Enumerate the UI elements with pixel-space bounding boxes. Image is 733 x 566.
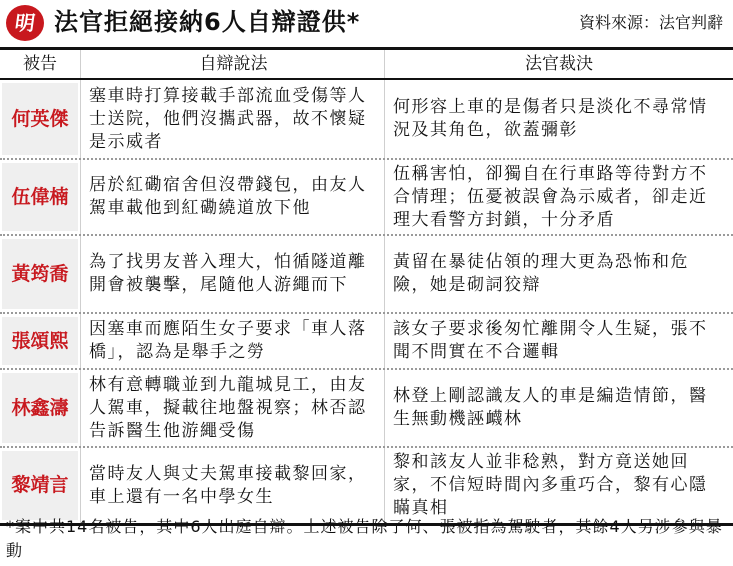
verdict-table <box>0 47 733 526</box>
defendant-name: 何英傑 <box>2 83 78 155</box>
page-title: 法官拒絕接納6人自辯證供* <box>54 8 361 36</box>
judge-verdict: 黃留在暴徒佔領的理大更為恐怖和危險，她是砌詞狡辯 <box>393 252 689 295</box>
defendant-name: 黃筠喬 <box>2 239 78 309</box>
table-row <box>0 160 733 236</box>
column-header-defendant: 被告 <box>23 54 57 74</box>
defendant-name: 黎靖言 <box>2 451 78 520</box>
defendant-name: 張頌熙 <box>2 317 78 365</box>
source-note: 資料來源：法官判辭 <box>578 13 723 32</box>
defence-claim: 當時友人與丈夫駕車接載黎回家，車上還有一名中學女生 <box>89 463 367 507</box>
defendant-name: 伍偉楠 <box>2 163 78 231</box>
defence-claim: 因塞車而應陌生女子要求「車人落橋」，認為是舉手之勞 <box>89 319 367 362</box>
footnote: *案中共14名被告，其中6人出庭自辯。上述被告除了何、張被指為駕駛者，其餘4人另涉參與暴動 <box>6 517 723 560</box>
judge-verdict: 伍稱害怕，卻獨自在行車路等待對方不合情理；伍憂被誤會為示威者，卻走近理大看警方封鎖，十分矛盾 <box>393 163 708 230</box>
defendant-name: 林鑫濤 <box>2 373 78 443</box>
defence-claim: 塞車時打算接載手部流血受傷等人士送院，他們沒攜武器，故不懷疑是示威者 <box>89 85 367 152</box>
column-header-claim: 自辯說法 <box>80 50 384 78</box>
judge-verdict: 黎和該友人並非稔熟，對方竟送她回家，不信短時間內多重巧合，黎有心隱瞞真相 <box>393 452 708 518</box>
table-row <box>0 236 733 314</box>
table-row <box>0 370 733 448</box>
table-row <box>0 314 733 370</box>
defence-claim: 為了找男友普入理大，怕循隧道離開會被襲擊，尾隨他人游繩而下 <box>89 252 367 295</box>
judge-verdict: 該女子要求後匆忙離開令人生疑，張不聞不問實在不合邏輯 <box>393 319 708 362</box>
defence-claim: 林有意轉職並到九龍城見工，由友人駕車，擬載往地盤視察；林否認告訴醫生他游繩受傷 <box>89 374 367 441</box>
defence-claim: 居於紅磡宿舍但沒帶錢包，由友人駕車載他到紅磡繞道放下他 <box>89 175 367 218</box>
table-row <box>0 80 733 160</box>
logo-text: 明 <box>13 11 37 35</box>
judge-verdict: 林登上剛認識友人的車是編造情節，醫生無動機誣衊林 <box>393 386 708 429</box>
column-header-verdict: 法官裁決 <box>384 50 733 78</box>
judge-verdict: 何形容上車的是傷者只是淡化不尋常情況及其角色，欲蓋彌彰 <box>393 97 708 140</box>
table-header-row <box>0 47 733 80</box>
header <box>0 0 733 46</box>
ming-pao-logo <box>6 5 44 41</box>
